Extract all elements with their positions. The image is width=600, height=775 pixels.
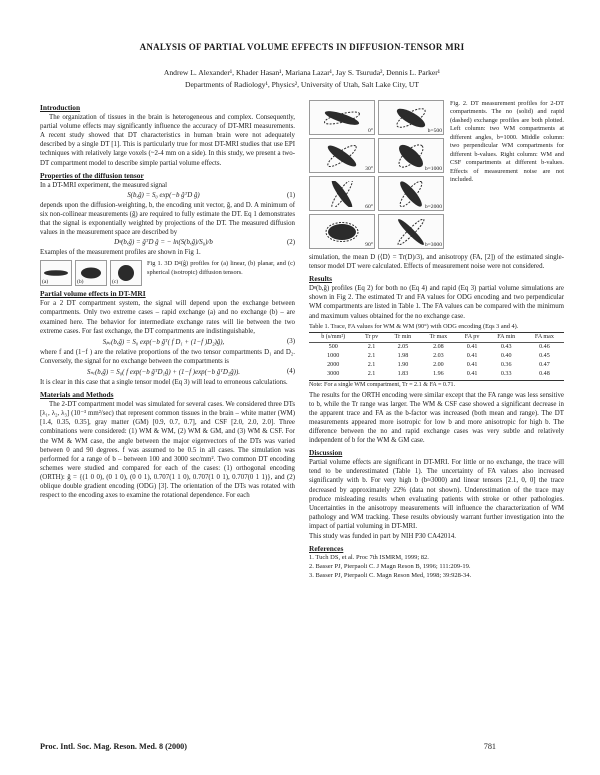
table-cell: 1.98 (397, 353, 409, 360)
discussion-funding: This study was funded in part by NIH P30 CA42014. (309, 533, 456, 541)
table-cell: 2.00 (433, 362, 444, 369)
table-cell: 0.46 (539, 343, 550, 350)
table-header-cell: b (s/mm²) (309, 332, 357, 342)
two-column-body (40, 100, 564, 580)
properties-paragraph-2: depends upon the diffusion-weighting, b, the encoding unit vector, ĝ, and D. A minimum of six non-collinear measurements (ĝ) are required to fully estimate the DT. Eq 1 demonstrates that the signal is exponentially weighted by projections of the DT. The measured diffusion values in the measurement space are described by (40, 201, 295, 237)
table-cell: 2.1 (367, 353, 376, 360)
equation-3-number: (3) (286, 338, 295, 346)
figure-2-panel (378, 100, 444, 135)
figure-2-panel (309, 176, 375, 211)
properties-paragraph-1: In a DT-MRI experiment, the measured signal (40, 181, 167, 189)
table-cell: 500 (328, 343, 338, 350)
table-cell: 0.41 (466, 343, 478, 350)
table-cell: 0.43 (500, 343, 512, 350)
table-cell: 0.40 (500, 353, 512, 360)
table-cell: 3000 (309, 370, 357, 380)
paper-affiliation: Departments of Radiology¹, Physics², University of Utah, Salt Lake City, UT (185, 80, 419, 89)
left-column (40, 100, 295, 580)
results-paragraph-2: The results for the ORTH encoding were similar except that the FA range was less sensitive to b, while the Tr range was larger. The WM & CSF case showed a significant decrease in the apparent trace and FA as the b-factor was increased (both mean and range). The DT measurements appeared more isotropic for low b and more anisotropic for high b. The difference between the no and rapid exchange cases was very subtle and relatively independent of b for the WM & GM case. (309, 391, 564, 445)
dt-profile-plot (317, 181, 367, 207)
figure-1-panel-linear (40, 260, 72, 286)
equation-2-text: Dᵍ(b,ĝ) = ĝᵀD ĝ = − ln(S(b,ĝ)/S₀)/b (114, 239, 213, 247)
reference-3: 3. Basser PJ, Pierpaoli C. Magn Reson Med, 1998; 39:928-34. (309, 571, 472, 579)
table-cell: 0.45 (539, 353, 550, 360)
table-header-cell: Tr max (420, 332, 456, 342)
figure-2-panel (309, 138, 375, 173)
table-header-cell: FA pv (457, 332, 488, 342)
figure-2-panel-label: 30° (365, 166, 373, 172)
equation-3-text: Sₚᵥ(b,ĝ) = S₀ exp(−b ĝᵀ( f D₁ + (1−f )D₂)ĝ), (102, 338, 225, 346)
reference-2: 2. Basser PJ, Pierpaoli C. J Magn Reson B, 1996; 111:209-19. (309, 562, 471, 570)
figure-2-panel-label: b=2000 (424, 204, 442, 210)
figure-2-panel (309, 214, 375, 249)
dt-profile-plot (317, 219, 367, 245)
table-cell: 0.36 (500, 362, 512, 369)
paper-title: ANALYSIS OF PARTIAL VOLUME EFFECTS IN DIFFUSION-TENSOR MRI (139, 42, 465, 52)
figure-1-panel-planar (75, 260, 107, 286)
figure-1 (40, 260, 295, 286)
table-cell: 2.03 (433, 353, 444, 360)
table-1-title: Table 1. Trace, FA values for WM & WM (90°) with ODG encoding (Eqs 3 and 4). (309, 322, 519, 330)
figure-1-panel-label: (b) (77, 279, 84, 286)
table-cell: 2.05 (397, 343, 409, 350)
pv-paragraph-2: where f and (1−f ) are the relative proportions of the two tensor compartments D₁ and D₂. Conversely, the signal for no exchange between the compartments is (40, 348, 295, 365)
dt-profile-plot (386, 143, 436, 169)
table-cell: 0.41 (457, 370, 488, 380)
paper-authors: Andrew L. Alexander¹, Khader Hasan¹, Mariana Lazar¹, Jay S. Tsuruda², Dennis L. Parker¹ (163, 68, 441, 77)
footer-citation: Proc. Intl. Soc. Mag. Reson. Med. 8 (2000) (40, 742, 187, 751)
section-heading-discussion: Discussion (309, 448, 343, 458)
table-cell: 0.48 (525, 370, 564, 380)
figure-2-panel-label: 0° (367, 128, 373, 134)
pv-paragraph-3: It is clear in this case that a single tensor model (Eq 3) will lead to erroneous calculations. (40, 378, 288, 386)
equation-2-number: (2) (286, 239, 295, 247)
figure-2-panel-label: b=3000 (424, 242, 442, 248)
figure-1-panels (40, 260, 142, 286)
table-header-row (309, 332, 564, 342)
section-heading-properties: Properties of the diffusion tensor (40, 170, 144, 180)
table-1-note: Note: For a single WM compartment, Tr = 2.1 & FA = 0.71. (309, 381, 456, 388)
equation-4 (40, 368, 295, 376)
table-1 (309, 332, 564, 381)
table-row (309, 342, 564, 352)
table-cell: 0.41 (466, 362, 478, 369)
figure-2-panel (309, 100, 375, 135)
table-row (309, 370, 564, 380)
equation-3 (40, 338, 295, 346)
figure-1-caption: Fig 1. 3D Dᵍ(ĝ) profiles for (a) linear, (b) planar, and (c) spherical (isotropic) diffusion tensors. (147, 260, 295, 276)
section-heading-results: Results (309, 274, 332, 284)
dt-profile-plot (317, 143, 367, 169)
table-cell: 1.90 (397, 362, 409, 369)
figure-2-panel (378, 138, 444, 173)
discussion-paragraph-1: Partial volume effects are significant in DT-MRI. For little or no exchange, the trace will tend to be underestimated (Table 1). The uncertainty of FA values also increased significantly with b. For very high b (b≈3000) and linear tensors [2.1, 0, 0] the trace decreased by approximately 22% (data not shown). Underestimation of the trace may produce misleading results when evaluating patients with stroke or other pathologies. Uncertainties in the anisotropy measurements will influence the characterization of WM pathology and WM tracking. These results obviously warrant further investigation into the impact of partial voluming in DT-MRI. (309, 459, 564, 530)
equation-2 (40, 239, 295, 246)
section-heading-partial-volume: Partial volume effects in DT-MRI (40, 289, 146, 299)
table-cell: 1.96 (420, 370, 456, 380)
pv-paragraph-1: For a 2 DT compartment system, the signal will depend upon the exchange between compartments. Only two extreme cases – rapid exchange (a) and no exchange (b) – are examined here. The behavior for intermediate exchange rates will lie between the two extreme cases. For fast exchange, the DT compartments are indistinguishable, (40, 300, 295, 335)
results-paragraph-1: Dᵍ(b,ĝ) profiles (Eq 2) for both no (Eq 4) and rapid (Eq 3) partial volume simulations are shown in Fig 2. The estimated Tr and FA values for ODG encoding and two perpendicular WM compartments are listed in Table 1. The FA values can be compared with the minimum and maximum values obtained for the no exchange case. (309, 285, 564, 320)
table-cell: 0.47 (539, 362, 550, 369)
figure-2-panels (309, 100, 444, 249)
table-header-cell: FA max (525, 332, 564, 342)
page-footer (40, 742, 564, 751)
table-header-cell: FA min (488, 332, 525, 342)
methods-continued-paragraph: simulation, the mean D (⟨D⟩ = Tr(D)/3), and anisotropy (FA, [2]) of the estimated single-tensor model DT were calculated. Effects of measurement noise were not considered. (309, 254, 564, 271)
table-cell: 2.08 (433, 343, 444, 350)
table-cell: 0.41 (466, 353, 478, 360)
page-number: 781 (483, 742, 496, 751)
figure-2 (309, 100, 564, 249)
table-cell: 2.1 (367, 362, 376, 369)
table-cell: 2000 (327, 362, 340, 369)
table-row (309, 361, 564, 370)
figure-2-panel-label: b=1000 (424, 166, 442, 172)
methods-paragraph: The 2-DT compartment model was simulated for several cases. We considered three DTs [λ₁, λ₂, λ₃] (10⁻³ mm²/sec) that represent common tissues in the brain – white matter (WM) [1.4, 0.35, 0.35], gray matter (GM) [0.9, 0.7, 0.7], and CSF [2.0, 2.0, 2.0]. Three combinations were considered: (1) WM & WM, (2) WM & GM, and (3) WM & CSF. For the WM & WM case, the angle between the major eigenvectors of the DTs was varied between 0 and 90 degrees. f was assumed to be 0.5 in all cases. The simulation was performed for a range of b – between 100 and 3000 sec/mm². Two common DT encoding schemes were studied and compared for each of the cases: (1) orthogonal encoding (ORTH): ĝ = {(1 0 0), (0 1 0), (0 0 1), 0.707(1 1 0), 0.707(1 0 1), 0.707(0 1 1)}, and (2) oblique double gradient encoding (ODG) [3]. The orientation of the DTs was rotated with respect to the encoding axes to examine the rotational dependence. For each (40, 401, 295, 500)
equation-4-number: (4) (286, 368, 295, 376)
figure-1-panel-label: (a) (42, 279, 49, 286)
table-header-cell: Tr min (386, 332, 421, 342)
figure-2-panel-label: 60° (365, 204, 373, 210)
table-cell: 2.1 (357, 370, 385, 380)
equation-1-number: (1) (286, 191, 295, 199)
figure-2-caption: Fig. 2. DT measurement profiles for 2-DT compartments. The no (solid) and rapid (dashed) exchange profiles are both plotted. Left column: two WM compartments at different angles, b=1000. Middle column: two perpendicular WM compartments for different b-values. Right column: WM and CSF compartments at different b-values. Effects of measurement noise are not included. (450, 100, 564, 183)
equation-1 (40, 192, 295, 199)
equation-4-text: Sₙₑ(b,ĝ) = S₀( f exp(−b ĝᵀD₁ĝ) + (1−f )exp(−b ĝᵀD₂ĝ)). (86, 368, 240, 376)
intro-paragraph: The organization of tissues in the brain is heterogeneous and complex. Consequently, partial volume effects may significantly influence the accuracy of DT-MRI measurements. A recent study showed that DT characteristics in human brain were not adequately described by a single DT [1]. This is particularly true for most DT-MRI studies that use EPI techniques with relatively large voxels (~2-4 mm on a side). In this study, we present a two-DT compartment model to describe simple partial volume effects. (40, 114, 295, 167)
dt-profile-plot (386, 105, 436, 131)
table-cell: 0.33 (488, 370, 525, 380)
figure-1-panel-spherical (110, 260, 142, 286)
table-cell: 2.1 (367, 343, 376, 350)
table-header-cell: Tr pv (357, 332, 385, 342)
dt-profile-plot (317, 105, 367, 131)
table-row (309, 352, 564, 361)
dt-profile-plot (386, 219, 436, 245)
right-column (309, 100, 564, 580)
figure-2-panel (378, 176, 444, 211)
table-cell: 1.83 (386, 370, 421, 380)
section-heading-references: References (309, 544, 344, 554)
dt-profile-plot (386, 181, 436, 207)
equation-1-text: S(b,ĝ) = S₀ exp(−b ĝᵀD ĝ) (127, 191, 200, 199)
figure-1-panel-label: (c) (112, 279, 119, 286)
figure-2-panel-label: b=500 (427, 128, 442, 134)
section-heading-introduction: Introduction (40, 103, 81, 112)
properties-paragraph-3: Examples of the measurement profiles are shown in Fig 1. (40, 249, 201, 257)
section-heading-methods: Materials and Methods (40, 390, 114, 400)
figure-2-panel-label: 90° (365, 242, 373, 248)
figure-2-panel (378, 214, 444, 249)
table-cell: 1000 (327, 353, 340, 360)
reference-1: 1. Tuch DS, et al. Proc 7th ISMRM, 1999; 82. (309, 554, 429, 562)
